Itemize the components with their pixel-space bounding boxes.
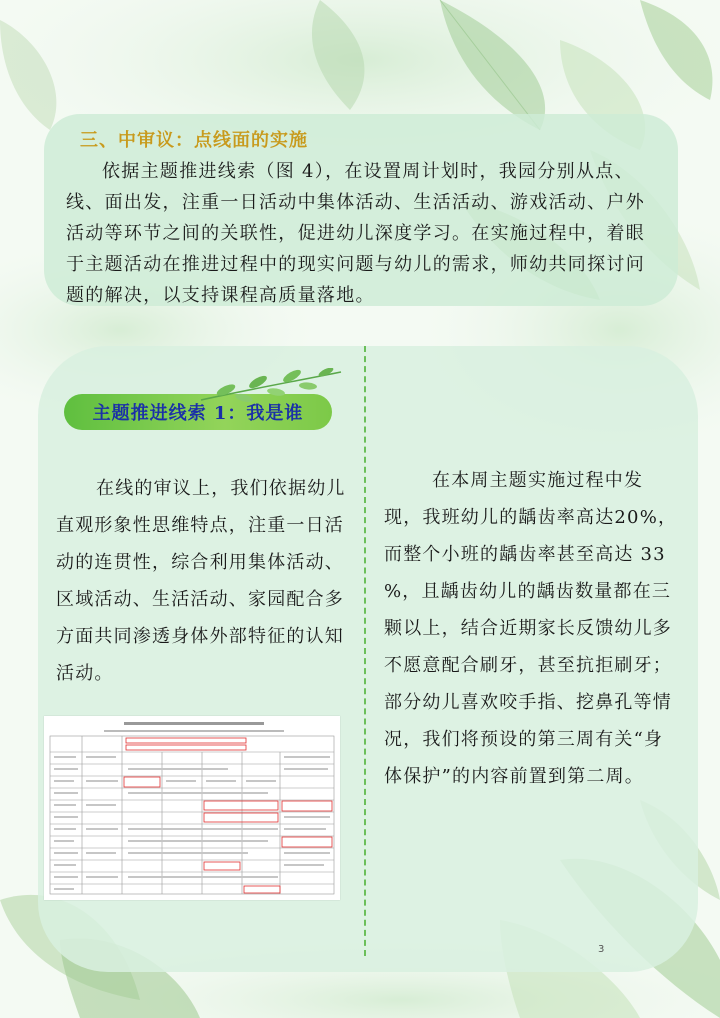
left-column-paragraph: 在线的审议上，我们依据幼儿直观形象性思维特点，注重一日活动的连贯性，综合利用集体活动、区域活动、生活活动、家园配合多方面共同渗透身体外部特征的认知活动。 bbox=[56, 478, 346, 684]
section-card bbox=[44, 114, 678, 306]
section-paragraph: 依据主题推进线索（图 4），在设置周计划时，我园分别从点、线、面出发，注重一日活动中集体活动、生活活动、游戏活动、户外活动等环节之间的关联性，促进幼儿深度学习。在实施过程中，着眼于主题活动在推进过程中的现实问题与幼儿的需求，师幼共同探讨问题的解决，以支持课程高质量落地。 bbox=[66, 161, 645, 306]
page-number: 3 bbox=[598, 944, 605, 955]
weekly-plan-table-graphic bbox=[44, 716, 340, 900]
leaf-sprig-icon bbox=[196, 368, 346, 408]
theme-badge-label: 主题推进线索 1：我是谁 bbox=[92, 403, 304, 424]
right-column-paragraph: 在本周主题实施过程中发现，我班幼儿的龋齿率高达20%，而整个小班的龋齿率甚至高达 33 %，且龋齿幼儿的龋齿数量都在三颗以上，结合近期家长反馈幼儿多不愿意配合刷牙，甚至抗拒刷牙；部分幼儿喜欢咬手指、挖鼻孔等情况，我们将预设的第三周有关“身体保护”的内容前置到第二周。 bbox=[384, 470, 678, 787]
section-title: 三、中审议：点线面的实施 bbox=[80, 130, 308, 151]
column-divider bbox=[364, 346, 366, 956]
weekly-plan-table-image bbox=[44, 716, 340, 900]
